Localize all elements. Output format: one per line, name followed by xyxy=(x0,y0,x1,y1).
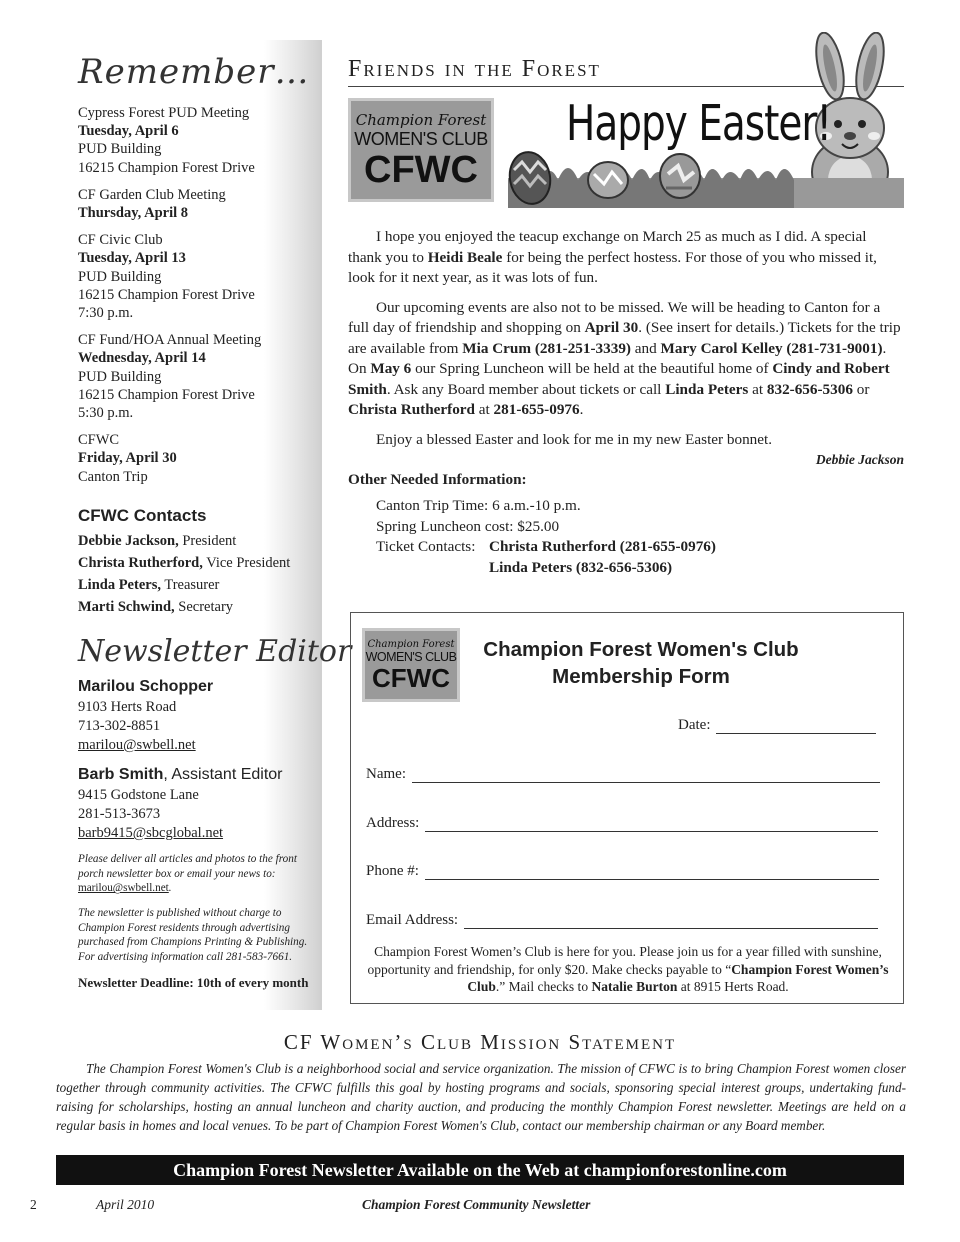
newsletter-deadline: Newsletter Deadline: 10th of every month xyxy=(78,975,309,990)
ticket-contacts xyxy=(376,537,716,558)
publication-name: Champion Forest Community Newsletter xyxy=(362,1197,591,1212)
event-location: PUD Building xyxy=(78,268,162,285)
other-info-title: Other Needed Information: xyxy=(348,471,527,488)
page-number: 2 xyxy=(30,1197,37,1212)
text: .” Mail checks to xyxy=(495,979,592,994)
event-time: 7:30 p.m. xyxy=(78,305,134,322)
signature: Debbie Jackson xyxy=(815,452,904,467)
name-line[interactable] xyxy=(412,767,880,783)
issue-date: April 2010 xyxy=(96,1197,155,1212)
highlight: 281-655-0976 xyxy=(493,401,580,418)
editor-email-link[interactable]: marilou@swbell.net xyxy=(78,737,196,753)
form-title-line: Membership Form xyxy=(552,665,730,688)
event-item xyxy=(78,431,308,486)
form-title xyxy=(476,636,806,690)
event-address: 16215 Champion Forest Drive xyxy=(78,159,255,176)
event-item xyxy=(78,331,308,422)
happy-easter-heading: Happy Easter! xyxy=(566,96,832,153)
event-time: 5:30 p.m. xyxy=(78,405,134,422)
note-end: . xyxy=(168,882,172,895)
text: at xyxy=(748,380,767,398)
logo-abbr: CFWC xyxy=(364,148,478,191)
ticket-contacts xyxy=(376,558,716,579)
text: and xyxy=(630,339,661,357)
note-email-link[interactable]: marilou@swbell.net xyxy=(78,882,169,895)
contact-name: Marti Schwind, xyxy=(78,599,175,615)
highlight: Natalie Burton xyxy=(591,979,678,994)
event-location: PUD Building xyxy=(78,141,162,158)
text: . xyxy=(579,401,584,418)
event-name: Cypress Forest PUD Meeting xyxy=(78,105,250,121)
event-date: Wednesday, April 14 xyxy=(78,350,206,367)
editor-phone: 281-513-3673 xyxy=(78,806,161,822)
ticket-contact: Christa Rutherford (281-655-0976) xyxy=(489,538,716,555)
editor-primary xyxy=(78,676,310,755)
address-field[interactable] xyxy=(366,815,878,832)
text: or xyxy=(852,380,870,398)
mission-text: The Champion Forest Women's Club is a neighborhood social and service organization. The mission of CFWC is to bring Champion Forest women closer together through community activities. The CFWC fulfills this goal by hosting programs and socials, sponsoring special interest groups, undertaking fund-raising for scholarships, hosting an annual luncheon and charity auction, and producing the monthly Champion Forest newsletter. Meetings are held on a regular basis in homes and local venues. To be part of Champion Forest Women's Club, contact our membership chairman or any Board member. xyxy=(56,1061,906,1133)
contact-role: President xyxy=(182,533,237,549)
text: . Ask any Board member about tickets or call xyxy=(386,380,666,398)
logo-club: WOMEN'S CLUB xyxy=(365,649,457,664)
contact-name: Linda Peters, xyxy=(78,577,161,593)
highlight: Heidi Beale xyxy=(427,248,503,266)
event-item xyxy=(78,104,308,177)
editor-role: , Assistant Editor xyxy=(163,766,283,783)
trip-time: Canton Trip Time: 6 a.m.-10 p.m. xyxy=(376,497,581,514)
contact-role: Vice President xyxy=(206,555,291,571)
cfwc-logo xyxy=(348,98,494,202)
contact-role: Treasurer xyxy=(164,577,220,593)
event-date: Tuesday, April 13 xyxy=(78,250,186,267)
highlight: 832-656-5306 xyxy=(766,380,853,398)
events-list xyxy=(78,104,308,495)
editor-address: 9103 Herts Road xyxy=(78,699,177,715)
president-letter xyxy=(348,227,904,459)
event-location: Canton Trip xyxy=(78,468,148,485)
letter-paragraph xyxy=(348,298,904,421)
address-line[interactable] xyxy=(425,816,878,832)
other-info xyxy=(376,496,716,578)
event-address: 16215 Champion Forest Drive xyxy=(78,386,255,403)
highlight: Mia Crum (281-251-3339) xyxy=(462,339,631,357)
date-label: Date: xyxy=(678,717,711,733)
text: our Spring Luncheon will be held at the beautiful home of xyxy=(411,360,773,377)
section-title: Friends in the Forest xyxy=(348,56,601,82)
text: at xyxy=(474,401,494,418)
remember-title: Remember… xyxy=(78,52,310,92)
contact-item xyxy=(78,552,310,574)
event-name: CF Civic Club xyxy=(78,232,163,249)
editor-assistant xyxy=(78,764,310,843)
event-item xyxy=(78,186,308,222)
event-name: CF Fund/HOA Annual Meeting xyxy=(78,332,262,349)
highlight: Mary Carol Kelley (281-731-9001) xyxy=(660,339,883,357)
name-field[interactable] xyxy=(366,766,880,783)
address-label: Address: xyxy=(366,815,420,831)
phone-line[interactable] xyxy=(425,864,879,880)
ticket-contact: Linda Peters (832-656-5306) xyxy=(489,558,673,576)
contact-name: Debbie Jackson, xyxy=(78,533,179,549)
name-label: Name: xyxy=(366,766,406,782)
letter-paragraph xyxy=(348,227,904,289)
event-location: PUD Building xyxy=(78,368,162,385)
date-field[interactable] xyxy=(678,717,876,734)
email-line[interactable] xyxy=(464,913,878,929)
luncheon-cost: Spring Luncheon cost: $25.00 xyxy=(376,517,560,535)
contact-item xyxy=(78,530,310,552)
text: at 8915 Herts Road. xyxy=(677,979,789,994)
event-item xyxy=(78,231,308,322)
highlight: Linda Peters xyxy=(665,380,749,398)
email-label: Email Address: xyxy=(366,912,459,928)
highlight: May 6 xyxy=(370,360,412,377)
highlight: April 30 xyxy=(584,319,639,336)
date-line[interactable] xyxy=(716,718,876,734)
email-field[interactable] xyxy=(366,912,878,929)
highlight: Champion Forest Women’s Club xyxy=(467,961,889,994)
website-banner[interactable]: Champion Forest Newsletter Available on the Web at championforestonline.com xyxy=(56,1155,904,1185)
logo-abbr: CFWC xyxy=(372,662,450,693)
highlight: Cindy and Robert Smith xyxy=(348,360,890,398)
editor-address: 9415 Godstone Lane xyxy=(78,787,199,803)
newsletter-editor-title: Newsletter Editor xyxy=(78,634,352,669)
editor-email-link[interactable]: barb9415@sbcglobal.net xyxy=(78,825,224,841)
ticket-label: Ticket Contacts: xyxy=(376,538,476,555)
letter-paragraph: Enjoy a blessed Easter and look for me in my new Easter bonnet. xyxy=(376,430,773,448)
form-title-line: Champion Forest Women's Club xyxy=(483,638,799,661)
text: . (See insert for details.) Tickets for the trip are available from xyxy=(348,319,901,357)
event-address: 16215 Champion Forest Drive xyxy=(78,286,255,303)
text: for being the perfect hostess. For those of you who missed it, look for it next year, as it was lots of fun. xyxy=(348,248,877,286)
logo-club: WOMEN'S CLUB xyxy=(354,128,488,149)
cfwc-logo-small xyxy=(362,628,460,702)
event-date: Thursday, April 8 xyxy=(78,205,188,222)
text: . On xyxy=(348,339,887,377)
event-date: Tuesday, April 6 xyxy=(78,123,179,140)
contact-item xyxy=(78,596,310,618)
highlight: Christa Rutherford xyxy=(348,401,475,418)
phone-field[interactable] xyxy=(366,863,879,880)
contacts-title: CFWC Contacts xyxy=(78,506,207,525)
text: I hope you enjoyed the teacup exchange on March 25 as much as I did. A special thank you to xyxy=(348,228,867,266)
editor-name: Marilou Schopper xyxy=(78,678,214,695)
event-name: CFWC xyxy=(78,432,120,449)
submission-note xyxy=(78,852,314,896)
text: Our upcoming events are also not to be missed. We will be heading to Canton for a full day of friendship and shopping on xyxy=(348,298,881,336)
contacts-list xyxy=(78,530,310,618)
form-note xyxy=(366,943,890,996)
mission-title: CF Women’s Club Mission Statement xyxy=(283,1030,677,1054)
phone-label: Phone #: xyxy=(366,863,419,879)
contact-role: Secretary xyxy=(178,599,234,615)
note-text: Please deliver all articles and photos to the front porch newsletter box or email your news to: xyxy=(78,853,297,880)
contact-name: Christa Rutherford, xyxy=(78,555,203,571)
editor-name: Barb Smith xyxy=(78,766,164,783)
event-name: CF Garden Club Meeting xyxy=(78,186,226,203)
editor-phone: 713-302-8851 xyxy=(78,718,161,734)
event-date: Friday, April 30 xyxy=(78,450,177,467)
logo-script: Champion Forest xyxy=(355,110,487,129)
text: Champion Forest Women’s Club is here for you. Please join us for a year filled with sunshine, opportunity and friendship, for only $20. Make checks payable to “ xyxy=(367,944,882,977)
logo-script: Champion Forest xyxy=(367,638,455,650)
contact-item xyxy=(78,574,310,596)
publication-note: The newsletter is published without charge to Champion Forest residents through advertising purchased from Champions Printing & Publishing. For advertising information call 281-583-7661. xyxy=(78,907,308,964)
